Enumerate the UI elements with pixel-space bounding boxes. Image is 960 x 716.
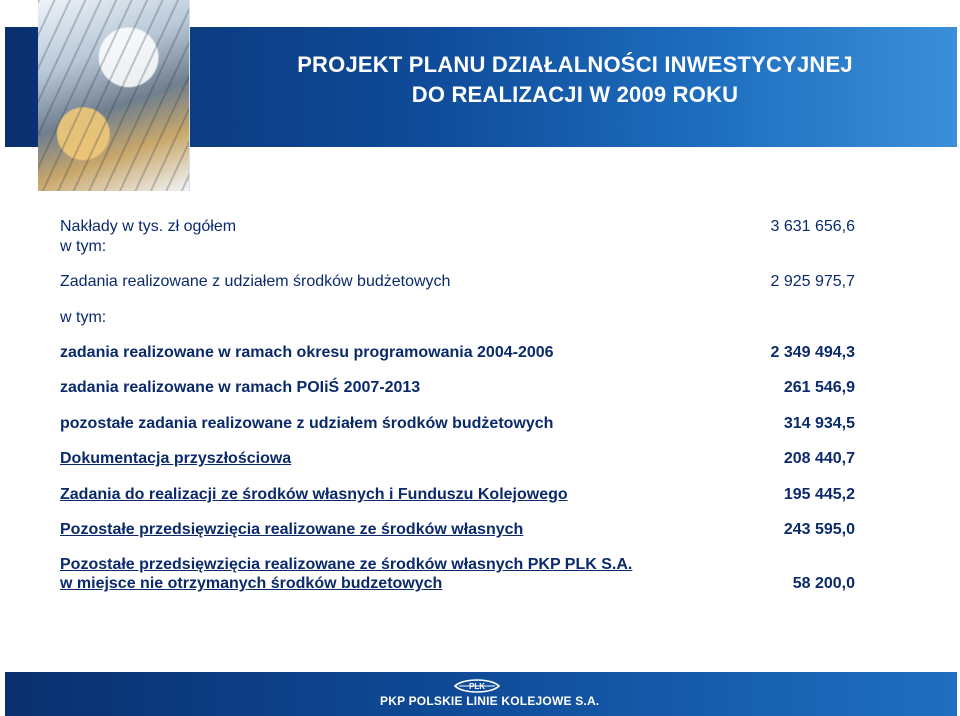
- row-poiis: [60, 379, 855, 403]
- row-label: pozostałe zadania realizowane z udziałem środków budżetowych: [60, 415, 554, 432]
- row-value: 58 200,0: [792, 575, 855, 592]
- row-value: 314 934,5: [783, 415, 855, 432]
- row-value: 243 595,0: [783, 521, 855, 538]
- logo-label: PLK: [469, 682, 485, 691]
- row-value: 2 349 494,3: [770, 344, 855, 361]
- row-label: zadania realizowane w ramach POIiŚ 2007-2013: [60, 379, 421, 396]
- row-value: 261 546,9: [783, 379, 855, 396]
- row-other-budget: [60, 415, 855, 439]
- plk-logo-icon: [453, 676, 501, 696]
- row-in-which-2: [60, 309, 855, 333]
- row-in-which: [60, 238, 855, 262]
- row-label: zadania realizowane w ramach okresu programowania 2004-2006: [60, 344, 554, 361]
- row-label: Zadania do realizacji ze środków własnych i Funduszu Kolejowego: [60, 486, 568, 503]
- row-documentation: [60, 450, 855, 474]
- row-label: Pozostałe przedsięwzięcia realizowane ze środków własnych: [60, 521, 524, 538]
- title-line-1: PROJEKT PLANU DZIAŁALNOŚCI INWESTYCYJNEJ: [297, 52, 853, 77]
- row-value: 3 631 656,6: [770, 218, 855, 235]
- title-line-2: DO REALIZACJI W 2009 ROKU: [411, 82, 739, 107]
- row-instead-of-budget: [60, 575, 855, 599]
- row-2004-2006: [60, 344, 855, 368]
- row-other-own-funds: [60, 521, 855, 545]
- row-label: w tym:: [60, 238, 107, 255]
- railway-photo-overlay: [38, 0, 189, 191]
- row-budget-tasks: [60, 273, 855, 297]
- row-value: 195 445,2: [783, 486, 855, 503]
- row-own-funds-railway-fund: [60, 486, 855, 510]
- row-label: Pozostałe przedsięwzięcia realizowane ze środków własnych PKP PLK S.A.: [60, 556, 633, 573]
- row-value: 2 925 975,7: [770, 273, 855, 290]
- row-label: w miejsce nie otrzymanych środków budzetowych: [60, 575, 443, 592]
- page-title: [240, 50, 910, 110]
- row-label: w tym:: [60, 309, 107, 326]
- row-value: 208 440,7: [783, 450, 855, 467]
- row-label: Dokumentacja przyszłościowa: [60, 450, 292, 467]
- company-name: PKP POLSKIE LINIE KOLEJOWE S.A.: [380, 694, 600, 708]
- row-label: Zadania realizowane z udziałem środków budżetowych: [60, 273, 451, 290]
- row-label: Nakłady w tys. zł ogółem: [60, 218, 237, 235]
